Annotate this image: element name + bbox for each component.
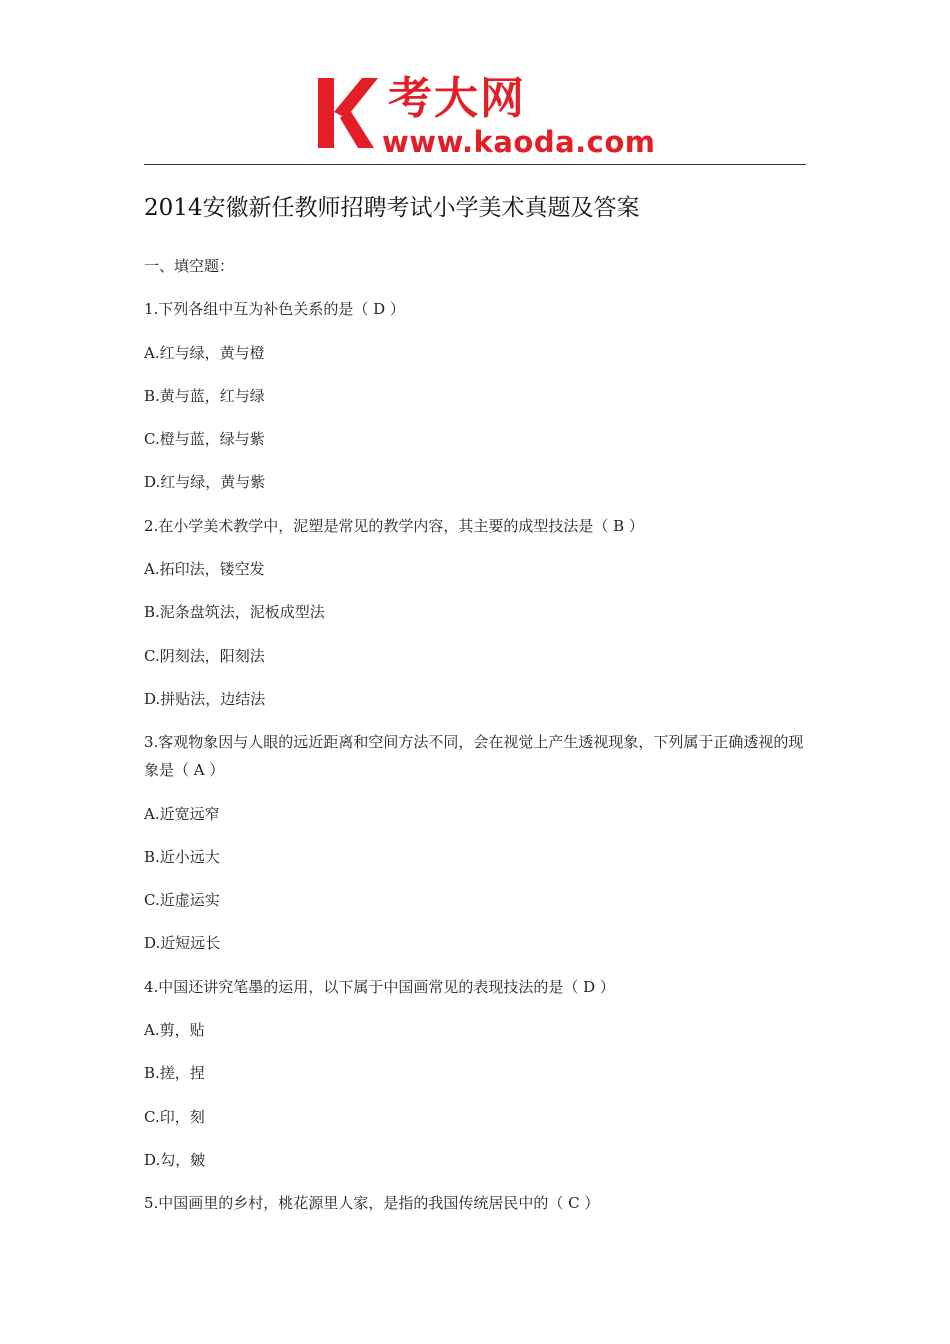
option-line: C.阴刻法，阳刻法 <box>144 646 265 665</box>
kaoda-k-logo-icon <box>318 78 378 148</box>
option-line: D.拼贴法，边结法 <box>144 689 266 708</box>
option-line: D.近短远长 <box>144 934 221 953</box>
option-line: C.近虚运实 <box>144 891 220 910</box>
option-line: D.勾，皴 <box>144 1150 206 1169</box>
option-line: B.搓，捏 <box>144 1064 205 1083</box>
option-line: D.红与绿，黄与紫 <box>144 473 266 492</box>
question-4: 4.中国还讲究笔墨的运用，以下属于中国画常见的表现技法的是（ D ） <box>144 977 615 996</box>
option-line: A.红与绿，黄与橙 <box>144 343 265 362</box>
question-1: 1.下列各组中互为补色关系的是（ D ） <box>144 300 405 319</box>
document-body <box>144 252 806 1233</box>
logo-url-text: www.kaoda.com <box>382 125 656 159</box>
question-3: 3.客观物象因与人眼的远近距离和空间方法不同，会在视觉上产生透视现象，下列属于正确透视的现象是（ A ） <box>144 733 804 780</box>
logo-chinese-text: 考大网 <box>388 73 526 124</box>
question-2: 2.在小学美术教学中，泥塑是常见的教学内容，其主要的成型技法是（ B ） <box>144 516 644 535</box>
option-line: C.橙与蓝，绿与紫 <box>144 430 265 449</box>
header-divider <box>144 164 806 165</box>
option-line: B.泥条盘筑法，泥板成型法 <box>144 603 325 622</box>
option-line: B.黄与蓝，红与绿 <box>144 386 265 405</box>
question-5: 5.中国画里的乡村，桃花源里人家，是指的我国传统居民中的（ C ） <box>144 1194 600 1213</box>
option-line: C.印，刻 <box>144 1107 205 1126</box>
site-header <box>144 72 806 164</box>
document-title: 2014安徽新任教师招聘考试小学美术真题及答案 <box>144 195 640 221</box>
option-line: A.剪，贴 <box>144 1021 205 1040</box>
section-heading: 一、填空题： <box>144 257 235 275</box>
option-line: B.近小远大 <box>144 847 220 866</box>
option-line: A.近宽远窄 <box>144 804 220 823</box>
option-line: A.拓印法，镂空发 <box>144 560 265 579</box>
